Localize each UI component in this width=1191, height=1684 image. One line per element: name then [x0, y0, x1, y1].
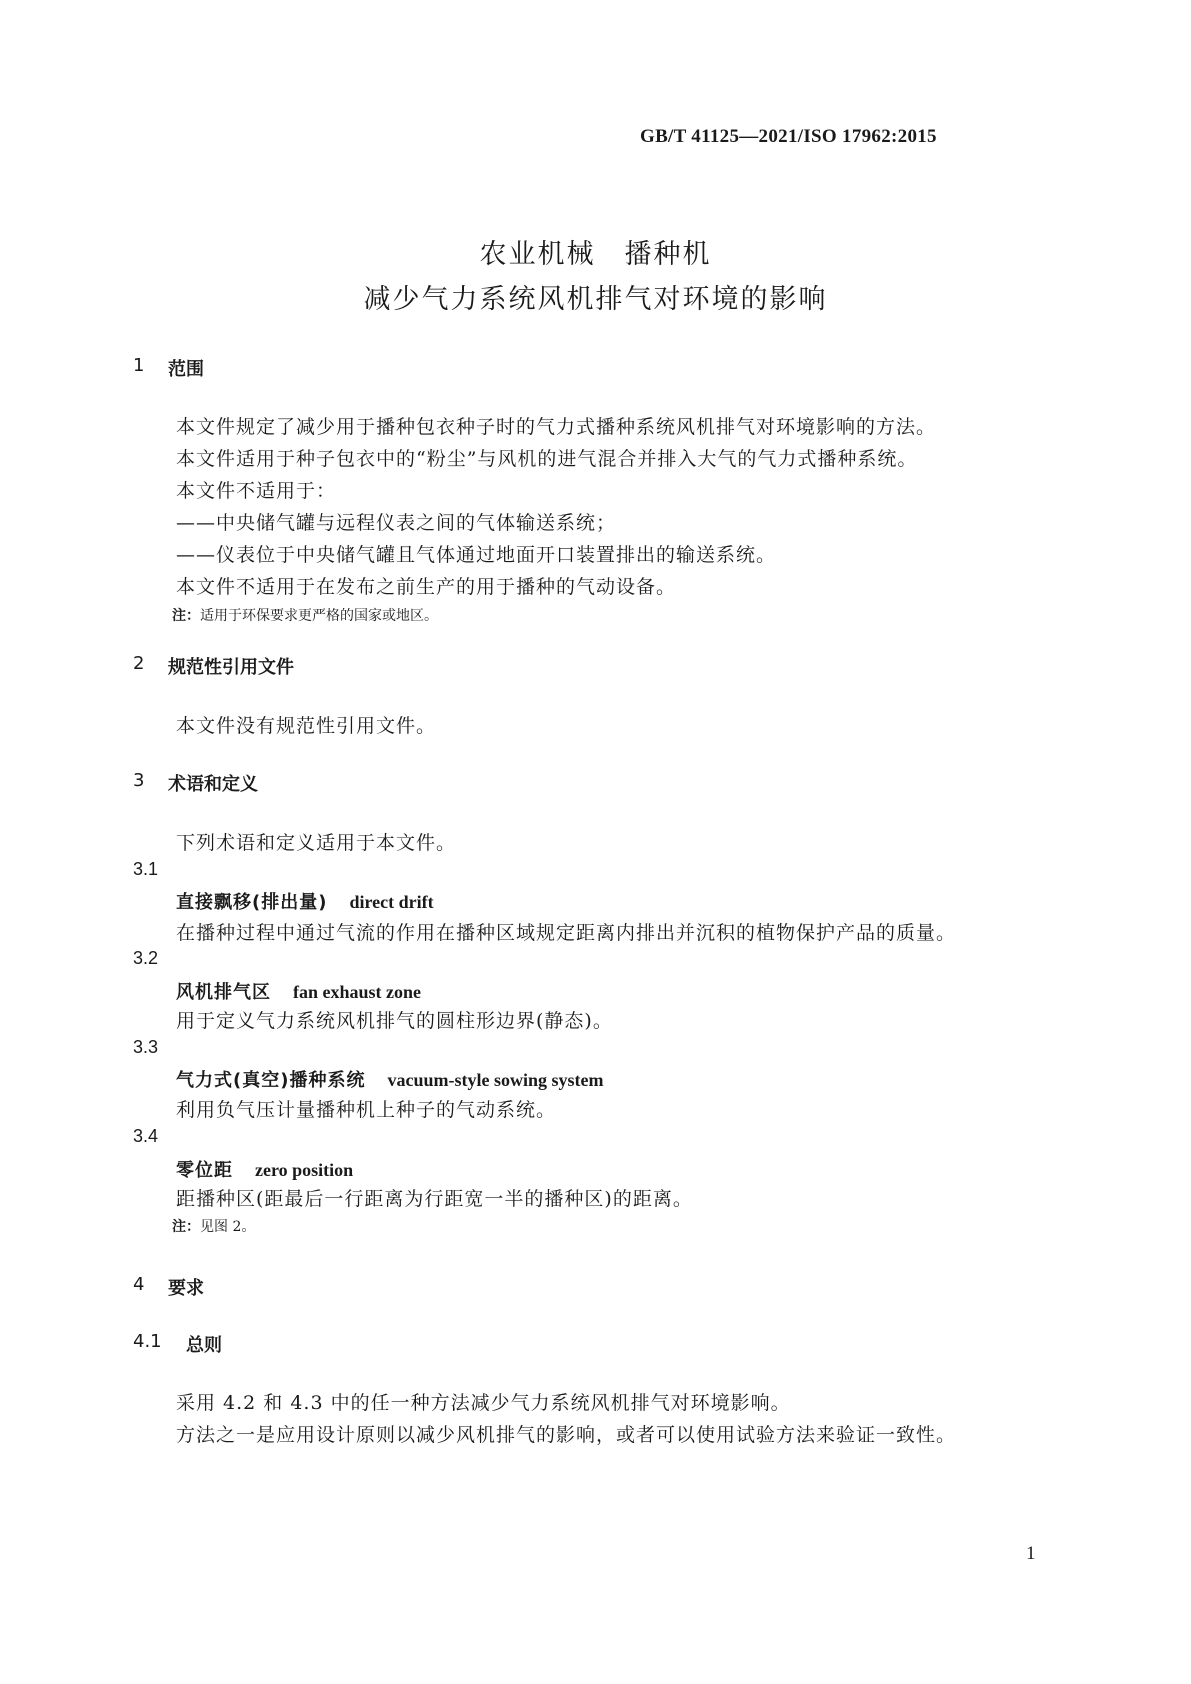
term-3-4-definition: 距播种区(距最后一行距离为行距宽一半的播种区)的距离。: [176, 1188, 693, 1210]
term-3-2-definition: 用于定义气力系统风机排气的圆柱形边界(静态)。: [176, 1010, 613, 1032]
title-line-2: 减少气力系统风机排气对环境的影响: [363, 284, 828, 315]
title-line-1: 农业机械 播种机: [479, 239, 712, 270]
section-1-dash-item-1: ——中央储气罐与远程仪表之间的气体输送系统；: [176, 512, 617, 534]
term-3-4-zh: 零位距: [176, 1160, 233, 1181]
section-3-heading: 术语和定义: [168, 774, 258, 795]
note-label: 注：: [172, 1219, 200, 1235]
term-3-2: [176, 978, 421, 1004]
section-2-paragraph-1: 本文件没有规范性引用文件。: [176, 715, 437, 737]
term-3-3-number: 3.3: [133, 1037, 159, 1057]
page-number: 1: [1026, 1543, 1036, 1564]
term-3-1-zh: 直接飘移(排出量): [176, 892, 328, 913]
section-2-heading: 规范性引用文件: [168, 657, 294, 678]
term-3-1: [176, 888, 434, 914]
section-4-number: 4: [133, 1274, 145, 1295]
term-3-3-definition: 利用负气压计量播种机上种子的气动系统。: [176, 1099, 557, 1121]
section-4-1-paragraph-1: 采用 4.2 和 4.3 中的任一种方法减少气力系统风机排气对环境影响。: [176, 1392, 791, 1414]
section-4-1-heading: 总则: [186, 1335, 222, 1356]
note-text: 见图 2。: [200, 1219, 256, 1235]
document-id: GB/T 41125—2021/ISO 17962:2015: [640, 126, 937, 147]
term-3-4: [176, 1156, 353, 1182]
term-3-4-en: zero position: [255, 1160, 354, 1180]
note-text: 适用于环保要求更严格的国家或地区。: [200, 608, 438, 624]
term-3-1-definition: 在播种过程中通过气流的作用在播种区域规定距离内排出并沉积的植物保护产品的质量。: [176, 922, 957, 944]
section-2-number: 2: [133, 653, 145, 674]
section-1-number: 1: [133, 355, 145, 376]
term-3-2-zh: 风机排气区: [176, 982, 271, 1003]
term-3-1-en: direct drift: [349, 892, 434, 912]
section-1-note: [172, 605, 438, 625]
note-label: 注：: [172, 608, 200, 624]
section-1-paragraph-3: 本文件不适用于：: [176, 480, 337, 502]
section-4-heading: 要求: [168, 1278, 204, 1299]
term-3-3-zh: 气力式(真空)播种系统: [176, 1070, 366, 1091]
term-3-2-number: 3.2: [133, 948, 159, 968]
section-3-note: [172, 1216, 255, 1236]
term-3-3-en: vacuum-style sowing system: [387, 1070, 604, 1090]
term-3-4-number: 3.4: [133, 1126, 159, 1146]
section-1-dash-item-2: ——仪表位于中央储气罐且气体通过地面开口装置排出的输送系统。: [176, 544, 777, 566]
section-1-paragraph-2: 本文件适用于种子包衣中的“粉尘”与风机的进气混合并排入大气的气力式播种系统。: [176, 448, 918, 470]
term-3-2-en: fan exhaust zone: [293, 982, 422, 1002]
term-3-3: [176, 1066, 603, 1092]
section-3-paragraph-1: 下列术语和定义适用于本文件。: [176, 832, 457, 854]
section-1-paragraph-1: 本文件规定了减少用于播种包衣种子时的气力式播种系统风机排气对环境影响的方法。: [176, 416, 937, 438]
term-3-1-number: 3.1: [133, 859, 159, 879]
section-1-paragraph-4: 本文件不适用于在发布之前生产的用于播种的气动设备。: [176, 576, 677, 598]
section-4-1-number: 4.1: [133, 1331, 162, 1352]
section-4-1-paragraph-2: 方法之一是应用设计原则以减少风机排气的影响，或者可以使用试验方法来验证一致性。: [176, 1424, 957, 1446]
section-3-number: 3: [133, 770, 145, 791]
section-1-heading: 范围: [168, 359, 204, 380]
